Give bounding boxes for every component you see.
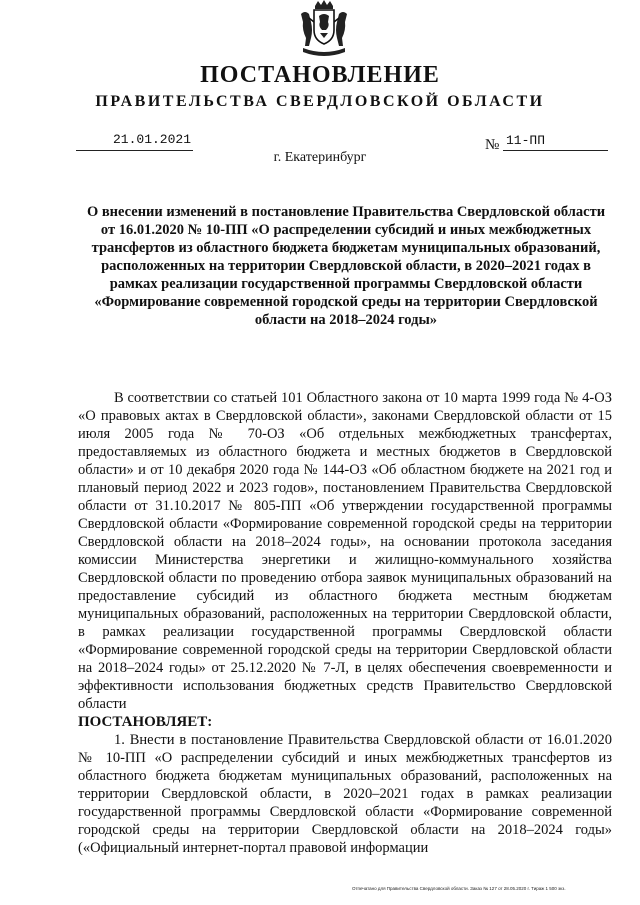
body-paragraph-preamble: В соответствии со статьей 101 Областного закона от 10 марта 1999 года № 4-ОЗ «О правовых актах в Свердловской области», законами Свердловской области от 15 июля 2005 года № 70-ОЗ «Об отдельных межбюджетных трансфертах, предоставляемых из областного бюджета и местных бюджетов в Свердловской области» и от 10 декабря 2020 года № 144-ОЗ «Об областном бюджете на 2021 год и плановый период 2022 и 2023 годов», постановлением Правительства Свердловской области от 31.10.2017 № 805-ПП «Об утверждении государственной программы Свердловской области «Формирование современной городской среды на территории Свердловской области на 2018–2024 годы», на основании протокола заседания комиссии Министерства энергетики и жилищно-коммунального хозяйства Свердловской области по проведению отбора заявок муниципальных образований на предоставление субсидий из областного бюджета местным бюджетам муниципальных образований, расположенных на территории Свердловской области, в рамках реализации государственной программы Свердловской области «Формирование современной городской среды на территории Свердловской области на 2018–2024 годы» от 25.12.2020 № 7-Л, в целях обеспечения своевременности и эффективности использования бюджетных средств Правительство Свердловской области [78, 390, 612, 712]
document-date: 21.01.2021 [112, 132, 191, 147]
document-number: 11-ПП [506, 133, 546, 148]
document-title: ПОСТАНОВЛЕНИЕ [200, 62, 440, 88]
number-sign: № [485, 137, 500, 153]
document-heading: О внесении изменений в постановление Правительства Свердловской области от 16.01.2020 № 10-ПП «О распределении субсидий и иных межбюджетных трансфертов из областного бюджета бюджетам муниципальных образований, расположенных на территории Свердловской области, в 2020–2021 годах в рамках реализации государственной программы Свердловской области «Формирование современной городской среды на территории Свердловской области на 2018–2024 годы» [86, 204, 606, 328]
document-city: г. Екатеринбург [273, 150, 367, 165]
document-issuer: ПРАВИТЕЛЬСТВА СВЕРДЛОВСКОЙ ОБЛАСТИ [95, 93, 545, 110]
resolve-clause: ПОСТАНОВЛЯЕТ: [78, 714, 213, 730]
sverdlovsk-coat-of-arms-icon [297, 0, 351, 58]
body-paragraph-item-1: 1. Внести в постановление Правительства Свердловской области от 16.01.2020 № 10-ПП «О распределении субсидий и иных межбюджетных трансфертов из областного бюджета бюджетам муниципальных образований, расположенных на территории Свердловской области, в 2020–2021 годах в рамках реализации государственной программы Свердловской области «Формирование современной городской среды на территории Свердловской области на 2018–2024 годы» («Официальный интернет-портал правовой информации [78, 732, 612, 856]
print-footer: Отпечатано для Правительства Свердловской области. Заказ № 127 от 28.05.2020 г. Тираж 1 500 экз. [352, 886, 566, 891]
document-body [78, 389, 612, 857]
